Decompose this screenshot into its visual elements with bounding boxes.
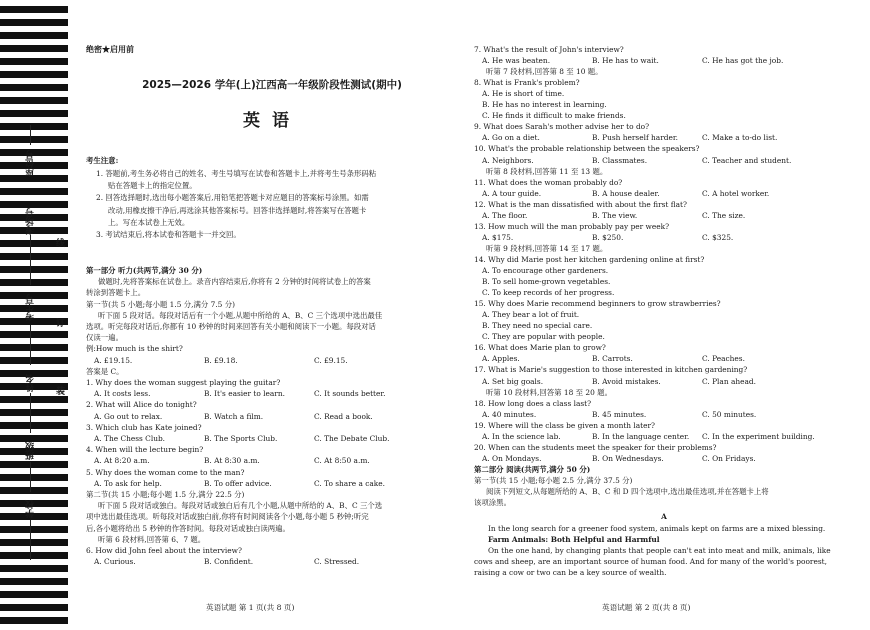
- instruction-line: 听下面 5 段对话。每段对话后有一个小题,从题中所给的 A、B、C 三个选项中选出最佳: [98, 310, 383, 320]
- answer-option: A. 40 minutes.: [482, 409, 537, 419]
- example-option: C. £9.15.: [314, 355, 348, 365]
- answer-option: C. At 8:50 a.m.: [314, 456, 370, 466]
- name-label: 姓名: [26, 374, 36, 392]
- question-text: 16. What does Marie plan to grow?: [474, 343, 606, 353]
- binding-stripe: [0, 565, 68, 572]
- school-line: [30, 520, 31, 560]
- answer-option: A. On Mondays.: [482, 453, 542, 463]
- answer-option: A. The Chess Club.: [94, 434, 166, 443]
- answer-option: C. $325.: [702, 232, 734, 242]
- candidate-number-line: [30, 325, 31, 365]
- question-text: 8. What is Frank's problem?: [474, 78, 580, 88]
- notice-line: 贴在答题卡上的指定位置。: [108, 181, 197, 191]
- answer-option: B. To offer advice.: [204, 478, 272, 488]
- binding-stripe: [0, 110, 68, 117]
- answer-option: B. The Sports Club.: [204, 434, 278, 443]
- material-note: 听第 10 段材料,回答第 18 至 20 题。: [486, 387, 612, 397]
- question-text: 7. What's the result of John's interview?: [474, 45, 624, 54]
- answer-option: C. Read a book.: [314, 411, 373, 421]
- answer-option: C. 50 minutes.: [702, 409, 757, 419]
- answer-option: A. A tour guide.: [482, 188, 542, 198]
- answer-option: C. Plan ahead.: [702, 376, 756, 386]
- binding-stripe: [0, 188, 68, 195]
- instruction-line: 该项涂黑。: [474, 498, 511, 508]
- answer-option: A. He was beaten.: [482, 56, 551, 66]
- binding-stripe: [0, 6, 68, 13]
- article-body-line: On the one hand, by changing plants that people can't eat into meat and milk, animals, like: [488, 546, 831, 556]
- answer-option: A. They bear a lot of fruit.: [482, 310, 580, 320]
- example-answer: 答案是 C。: [86, 366, 124, 376]
- answer-option: C. He finds it difficult to make friends.: [482, 111, 626, 121]
- notice-heading: 考生注意:: [86, 156, 119, 165]
- question-text: 2. What will Alice do tonight?: [86, 400, 197, 410]
- name-line: [30, 393, 31, 433]
- instruction-line: 选项。听完每段对话后,你都有 10 秒钟的时间来回答有关小题和阅读下一小题。每段对话: [86, 322, 376, 331]
- binding-stripe: [0, 32, 68, 39]
- answer-option: B. A house dealer.: [592, 188, 660, 198]
- article-body-line: cows and sheep, are an important source of human food. And for many of the world's poorest,: [474, 557, 827, 567]
- answer-option: A. To ask for help.: [94, 478, 162, 488]
- notice-line: 3. 考试结束后,将本试卷和答题卡一并交回。: [96, 230, 241, 239]
- page-1-footer: 英语试题 第 1 页(共 8 页): [206, 603, 295, 612]
- answer-option: B. To sell home-grown vegetables.: [482, 277, 611, 287]
- answer-option: B. At 8:30 a.m.: [204, 456, 260, 466]
- answer-option: C. To keep records of her progress.: [482, 288, 615, 298]
- answer-option: C. Stressed.: [314, 557, 360, 567]
- binding-stripe: [0, 123, 68, 130]
- answer-option: B. He has to wait.: [592, 56, 659, 66]
- binding-stripe: [0, 253, 68, 260]
- binding-stripe: [0, 422, 68, 429]
- instruction-line: 做题时,先将答案标在试卷上。录音内容结束后,你将有 2 分钟的时间将试卷上的答案: [98, 277, 371, 287]
- seal-char-bind: 装: [56, 387, 66, 397]
- question-text: 11. What does the woman probably do?: [474, 177, 623, 187]
- question-text: 12. What is the man dissatisfied with about the first flat?: [474, 199, 687, 209]
- binding-stripe: [0, 344, 68, 351]
- confidential-mark: 绝密★启用前: [86, 44, 134, 54]
- answer-option: C. It sounds better.: [314, 389, 386, 399]
- answer-option: B. On Wednesdays.: [592, 453, 664, 463]
- answer-option: C. Teacher and student.: [702, 155, 792, 165]
- binding-stripe: [0, 461, 68, 468]
- instruction-line: 项中选出最佳选项。听每段对话或独白前,你将有时间阅读各个小题,每小题 5 秒钟;听完: [86, 512, 369, 522]
- answer-option: C. The Debate Club.: [314, 434, 390, 443]
- class-line: [30, 462, 31, 492]
- question-text: 1. Why does the woman suggest playing the guitar?: [86, 378, 281, 387]
- seal-char-order: 订: [56, 319, 66, 329]
- question-text: 20. When can the students meet the speaker for their problems?: [474, 442, 717, 452]
- answer-option: B. Carrots.: [592, 354, 633, 364]
- answer-option: B. He has no interest in learning.: [482, 100, 607, 110]
- question-text: 3. Which club has Kate joined?: [86, 422, 202, 432]
- example-question: 例:How much is the shirt?: [86, 344, 183, 354]
- question-text: 4. When will the lecture begin?: [86, 445, 204, 455]
- exam-title: 2025—2026 学年(上)江西高一年级阶段性测试(期中): [142, 79, 402, 91]
- binding-stripe: [0, 591, 68, 598]
- binding-stripe: [0, 201, 68, 208]
- answer-option: B. In the language center.: [592, 431, 690, 441]
- instruction-line: 仅读一遍。: [86, 333, 123, 343]
- answer-option: A. $175.: [482, 232, 514, 242]
- binding-stripe: [0, 84, 68, 91]
- candidate-number-label: 考生号: [26, 294, 36, 321]
- exam-room-line: [30, 235, 31, 285]
- answer-option: A. To encourage other gardeners.: [482, 266, 609, 275]
- answer-option: B. Confident.: [204, 557, 254, 567]
- answer-option: A. The floor.: [482, 210, 528, 220]
- answer-option: B. Classmates.: [592, 155, 648, 165]
- subject-title: 英语: [243, 111, 301, 131]
- seat-number-line: [30, 125, 31, 145]
- instruction-line: 阅读下列短文,从每题所给的 A、B、C 和 D 四个选项中,选出最佳选项,并在答题卡上将: [486, 487, 769, 496]
- answer-option: C. On Fridays.: [702, 453, 756, 463]
- answer-option: B. They need no special care.: [482, 321, 593, 331]
- binding-stripe: [0, 58, 68, 65]
- material-note: 听第 6 段材料,回答第 6、7 题。: [98, 534, 206, 544]
- question-text: 5. Why does the woman come to the man?: [86, 467, 245, 477]
- answer-option: A. Go out to relax.: [94, 411, 163, 421]
- question-text: 13. How much will the man probably pay per week?: [474, 221, 670, 231]
- binding-stripe: [0, 97, 68, 104]
- section-1-heading: 第一节(共 5 小题;每小题 1.5 分,满分 7.5 分): [86, 299, 235, 309]
- example-option: A. £19.15.: [94, 355, 133, 365]
- answer-option: A. Go on a diet.: [482, 133, 540, 143]
- binding-stripe: [0, 357, 68, 364]
- notice-line: 1. 答题前,考生务必将自己的姓名、考生号填写在试卷和答题卡上,并将考生号条形码粘: [96, 169, 377, 178]
- binding-stripe: [0, 331, 68, 338]
- class-label: 班级: [26, 442, 36, 460]
- notice-line: 上。写在本试卷上无效。: [108, 217, 190, 227]
- answer-option: A. In the science lab.: [482, 431, 561, 441]
- answer-option: C. They are popular with people.: [482, 332, 605, 342]
- article-label: A: [661, 512, 667, 522]
- instruction-line: 转涂到答题卡上。: [86, 288, 146, 298]
- binding-stripe: [0, 487, 68, 494]
- question-text: 17. What is Marie's suggestion to those interested in kitchen gardening?: [474, 365, 748, 375]
- answer-option: C. He has got the job.: [702, 56, 784, 66]
- answer-option: C. Peaches.: [702, 354, 745, 364]
- binding-stripe: [0, 526, 68, 533]
- part-2-heading: 第二部分 阅读(共两节,满分 50 分): [474, 464, 591, 474]
- material-note: 听第 7 段材料,回答第 8 至 10 题。: [486, 67, 603, 77]
- question-text: 18. How long does a class last?: [474, 398, 592, 408]
- answer-option: B. Push herself harder.: [592, 133, 678, 143]
- binding-stripe: [0, 409, 68, 416]
- exam-room-label: 考场号: [26, 208, 36, 235]
- binding-stripe: [0, 539, 68, 546]
- binding-stripe: [0, 266, 68, 273]
- binding-stripe: [0, 45, 68, 52]
- answer-option: A. He is short of time.: [482, 89, 565, 99]
- seal-char-line: 线: [56, 239, 66, 249]
- binding-stripe: [0, 604, 68, 611]
- binding-stripe: [0, 396, 68, 403]
- notice-line: 2. 回答选择题时,选出每小题答案后,用铅笔把答题卡对应题目的答案标号涂黑。如需: [96, 193, 369, 203]
- answer-option: A. Neighbors.: [482, 155, 534, 165]
- article-heading: Farm Animals: Both Helpful and Harmful: [488, 535, 660, 545]
- question-text: 6. How did John feel about the interview?: [86, 546, 242, 555]
- answer-option: C. To share a cake.: [314, 478, 385, 488]
- material-note: 听第 9 段材料,回答第 14 至 17 题。: [486, 243, 608, 253]
- material-note: 听第 8 段材料,回答第 11 至 13 题。: [486, 166, 608, 176]
- binding-stripe: [0, 617, 68, 624]
- answer-option: B. 45 minutes.: [592, 409, 647, 419]
- question-text: 19. Where will the class be given a month later?: [474, 420, 656, 430]
- notice-line: 改动,用橡皮擦干净后,再选涂其他答案标号。回答非选择题时,将答案写在答题卡: [108, 205, 367, 215]
- answer-option: B. The view.: [592, 210, 638, 220]
- answer-option: B. $250.: [592, 232, 624, 242]
- answer-option: A. At 8:20 a.m.: [94, 456, 150, 466]
- binding-stripe: [0, 71, 68, 78]
- answer-option: C. In the experiment building.: [702, 431, 815, 441]
- binding-stripe: [0, 279, 68, 286]
- binding-stripe: [0, 578, 68, 585]
- answer-option: A. Set big goals.: [482, 376, 544, 386]
- answer-option: C. A hotel worker.: [702, 188, 770, 198]
- question-text: 9. What does Sarah's mother advise her to do?: [474, 122, 650, 132]
- answer-option: A. Apples.: [482, 354, 520, 364]
- example-option: B. £9.18.: [204, 355, 238, 365]
- instruction-line: 听下面 5 段对话或独白。每段对话或独白后有几个小题,从题中所给的 A、B、C 三个选: [98, 501, 383, 511]
- article-intro: In the long search for a greener food system, animals kept on farms are a mixed blessing.: [488, 524, 826, 534]
- section-2-heading: 第二节(共 15 小题;每小题 1.5 分,满分 22.5 分): [86, 490, 245, 499]
- question-text: 10. What's the probable relationship between the speakers?: [474, 144, 700, 154]
- answer-option: C. Make a to-do list.: [702, 133, 778, 143]
- question-text: 15. Why does Marie recommend beginners to grow strawberries?: [474, 299, 721, 309]
- binding-stripe: [0, 136, 68, 143]
- binding-stripe: [0, 19, 68, 26]
- seat-number-label: 座位号: [26, 150, 36, 177]
- school-label: 学校: [26, 500, 36, 518]
- answer-option: A. It costs less.: [94, 389, 151, 399]
- answer-option: B. Watch a film.: [204, 411, 264, 421]
- answer-option: A. Curious.: [94, 557, 136, 567]
- page-2-footer: 英语试题 第 2 页(共 8 页): [602, 603, 691, 612]
- binding-stripe: [0, 474, 68, 481]
- binding-stripe: [0, 552, 68, 559]
- binding-stripe: [0, 435, 68, 442]
- section-1-heading: 第一节(共 15 小题;每小题 2.5 分,满分 37.5 分): [474, 475, 633, 485]
- answer-option: B. Avoid mistakes.: [592, 376, 661, 386]
- article-body-line: raising a cow or two can be a key source of wealth.: [474, 568, 667, 578]
- question-text: 14. Why did Marie post her kitchen gardening online at first?: [474, 254, 705, 264]
- instruction-line: 后,各小题将给出 5 秒钟的作答时间。每段对话或独白读两遍。: [86, 523, 290, 533]
- answer-option: B. It's easier to learn.: [204, 389, 285, 399]
- answer-option: C. The size.: [702, 210, 746, 220]
- part-1-heading: 第一部分 听力(共两节,满分 30 分): [86, 266, 203, 275]
